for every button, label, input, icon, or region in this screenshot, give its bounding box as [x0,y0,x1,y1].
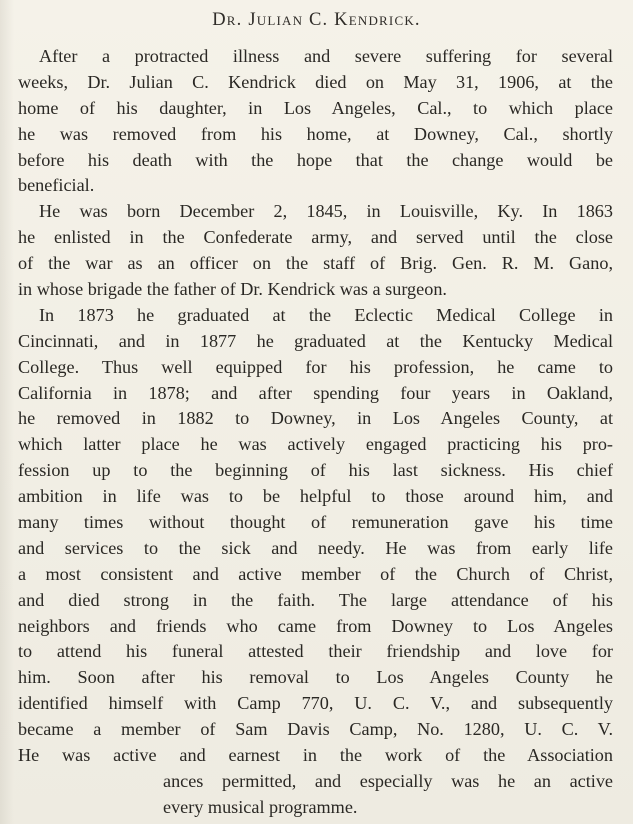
text-line: and services to the sick and needy. He was from early life [18,537,613,558]
text-line: and died strong in the faith. The large attendance of his [18,589,613,610]
obituary-text [18,44,613,821]
text-line: every musical programme. [163,796,358,817]
text-line: became a member of Sam Davis Camp, No. 1280, U. C. V. [18,719,613,740]
text-line: ambition in life was to be helpful to those around him, and [18,486,613,507]
text-line: of the war as an officer on the staff of Brig. Gen. R. M. Gano, [18,253,613,274]
text-line: in whose brigade the father of Dr. Kendrick was a surgeon. [18,279,447,300]
text-line: In 1873 he graduated at the Eclectic Medical College in [39,304,613,325]
text-line: He was born December 2, 1845, in Louisville, Ky. In 1863 [39,201,613,222]
text-line: beneficial. [18,175,95,196]
text-line: many times without thought of remuneration gave his time [18,512,613,533]
text-line: which latter place he was actively engaged practicing his pro- [18,434,613,455]
text-line: identified himself with Camp 770, U. C. V., and subsequently [18,693,613,714]
text-line: fession up to the beginning of his last sickness. His chief [18,460,613,481]
text-line: he removed in 1882 to Downey, in Los Angeles County, at [18,408,613,429]
text-line: to attend his funeral attested their friendship and love for [18,641,613,662]
text-line: ances permitted, and especially was he an active [163,770,613,791]
text-line: before his death with the hope that the change would be [18,149,613,170]
text-line: weeks, Dr. Julian C. Kendrick died on May 31, 1906, at the [18,71,613,92]
text-line: California in 1878; and after spending four years in Oakland, [18,382,613,403]
page-title: Dr. Julian C. Kendrick. [212,10,421,30]
text-line: College. Thus well equipped for his profession, he came to [18,356,613,377]
text-line: After a protracted illness and severe suffering for several [39,46,613,66]
text-line: neighbors and friends who came from Downey to Los Angeles [18,615,613,636]
text-line: Cincinnati, and in 1877 he graduated at the Kentucky Medical [18,330,613,351]
text-line: he was removed from his home, at Downey, Cal., shortly [18,123,613,144]
page-edge-shadow [0,0,14,824]
text-line: home of his daughter, in Los Angeles, Cal., to which place [18,97,613,118]
text-line: a most consistent and active member of the Church of Christ, [18,563,613,584]
text-line: He was active and earnest in the work of the Association [18,745,613,766]
text-line: he enlisted in the Confederate army, and served until the close [18,227,613,248]
text-line: him. Soon after his removal to Los Angeles County he [18,667,613,688]
